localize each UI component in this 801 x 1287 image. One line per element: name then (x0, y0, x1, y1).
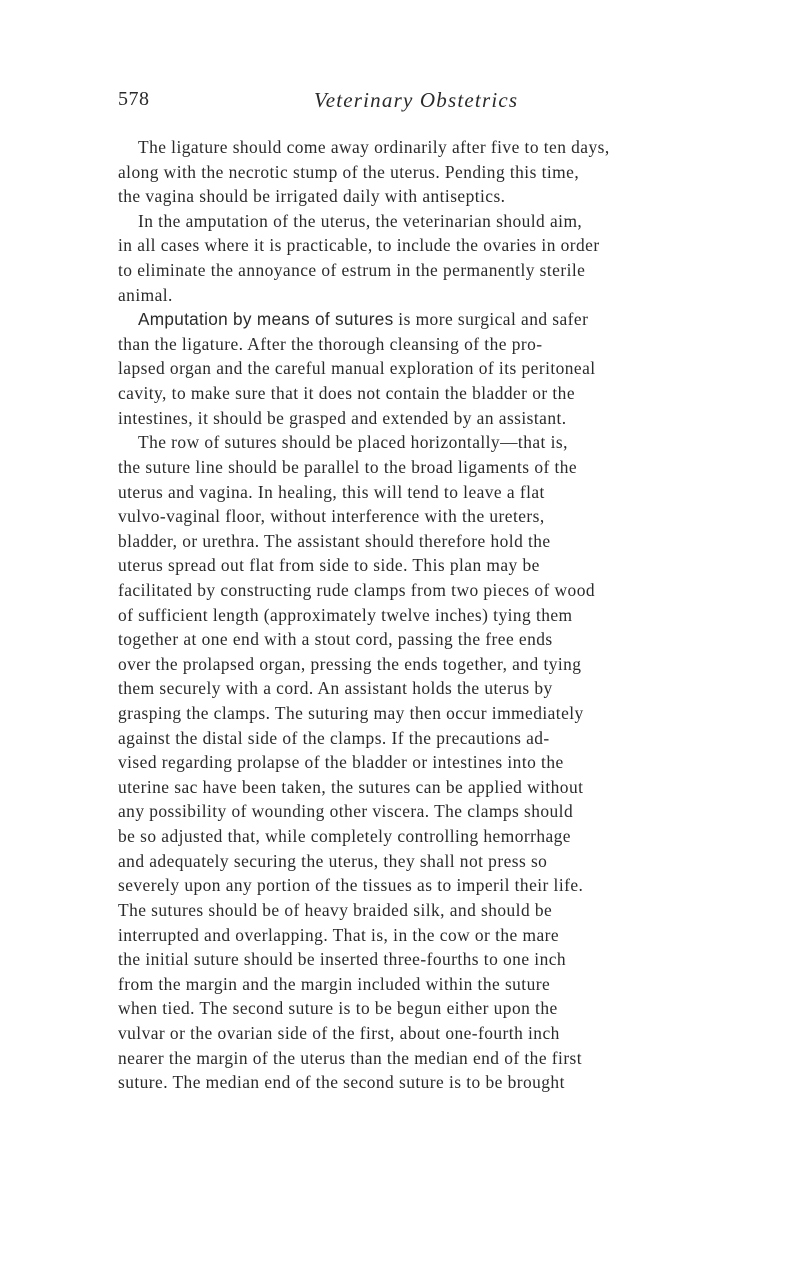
text-line: intestines, it should be grasped and extended by an assistant. (118, 407, 567, 428)
text-line: suture. The median end of the second suture is to be brought (118, 1072, 565, 1093)
running-title: Veterinary Obstetrics (314, 88, 519, 112)
text-line-continuation: is more surgical and safer (393, 309, 589, 330)
text-line: uterine sac have been taken, the sutures can be applied without (118, 776, 584, 797)
text-line: vised regarding prolapse of the bladder or intestines into the (118, 752, 564, 773)
text-line: from the margin and the margin included within the suture (118, 973, 551, 994)
text-line: vulvo-vaginal floor, without interference with the ureters, (118, 506, 545, 527)
text-line: than the ligature. After the thorough cleansing of the pro- (118, 333, 543, 354)
text-line: the vagina should be irrigated daily with antiseptics. (118, 186, 506, 207)
text-line: to eliminate the annoyance of estrum in the permanently sterile (118, 260, 586, 281)
text-line: against the distal side of the clamps. If the precautions ad- (118, 727, 550, 748)
text-line: when tied. The second suture is to be begun either upon the (118, 998, 558, 1019)
running-head (118, 88, 768, 118)
text-line: The ligature should come away ordinarily after five to ten days, (138, 137, 610, 157)
text-line: of sufficient length (approximately twelve inches) tying them (118, 604, 573, 625)
body-text (118, 135, 768, 1095)
text-line: in all cases where it is practicable, to include the ovaries in order (118, 235, 600, 256)
text-line: vulvar or the ovarian side of the first, about one-fourth inch (118, 1022, 560, 1043)
text-line: lapsed organ and the careful manual exploration of its peritoneal (118, 358, 596, 379)
page-number: 578 (118, 88, 150, 110)
text-line: animal. (118, 284, 173, 305)
section-heading: Amputation by means of sutures (138, 309, 394, 330)
text-line: along with the necrotic stump of the uterus. Pending this time, (118, 161, 580, 182)
text-line: together at one end with a stout cord, passing the free ends (118, 629, 553, 650)
text-line: uterus spread out flat from side to side. This plan may be (118, 555, 540, 576)
text-line: interrupted and overlapping. That is, in the cow or the mare (118, 924, 560, 945)
text-line: and adequately securing the uterus, they shall not press so (118, 850, 548, 871)
text-line: any possibility of wounding other viscera. The clamps should (118, 801, 574, 822)
text-line: the initial suture should be inserted three-fourths to one inch (118, 949, 567, 970)
text-line: severely upon any portion of the tissues as to imperil their life. (118, 875, 584, 896)
text-line: them securely with a cord. An assistant holds the uterus by (118, 678, 553, 699)
text-line: The row of sutures should be placed horizontally—that is, (138, 432, 568, 453)
text-line: The sutures should be of heavy braided silk, and should be (118, 899, 553, 920)
text-line: the suture line should be parallel to the broad ligaments of the (118, 456, 578, 477)
text-line: cavity, to make sure that it does not contain the bladder or the (118, 383, 575, 404)
text-line: uterus and vagina. In healing, this will tend to leave a flat (118, 481, 545, 502)
text-line: nearer the margin of the uterus than the median end of the first (118, 1047, 583, 1068)
text-line-with-heading (118, 307, 768, 332)
text-line: grasping the clamps. The suturing may then occur immediately (118, 703, 584, 724)
text-line: over the prolapsed organ, pressing the ends together, and tying (118, 653, 582, 674)
text-line: bladder, or urethra. The assistant should therefore hold the (118, 530, 551, 551)
text-line: be so adjusted that, while completely controlling hemorrhage (118, 826, 571, 847)
text-line: facilitated by constructing rude clamps from two pieces of wood (118, 579, 595, 600)
text-line: In the amputation of the uterus, the veterinarian should aim, (138, 210, 583, 231)
